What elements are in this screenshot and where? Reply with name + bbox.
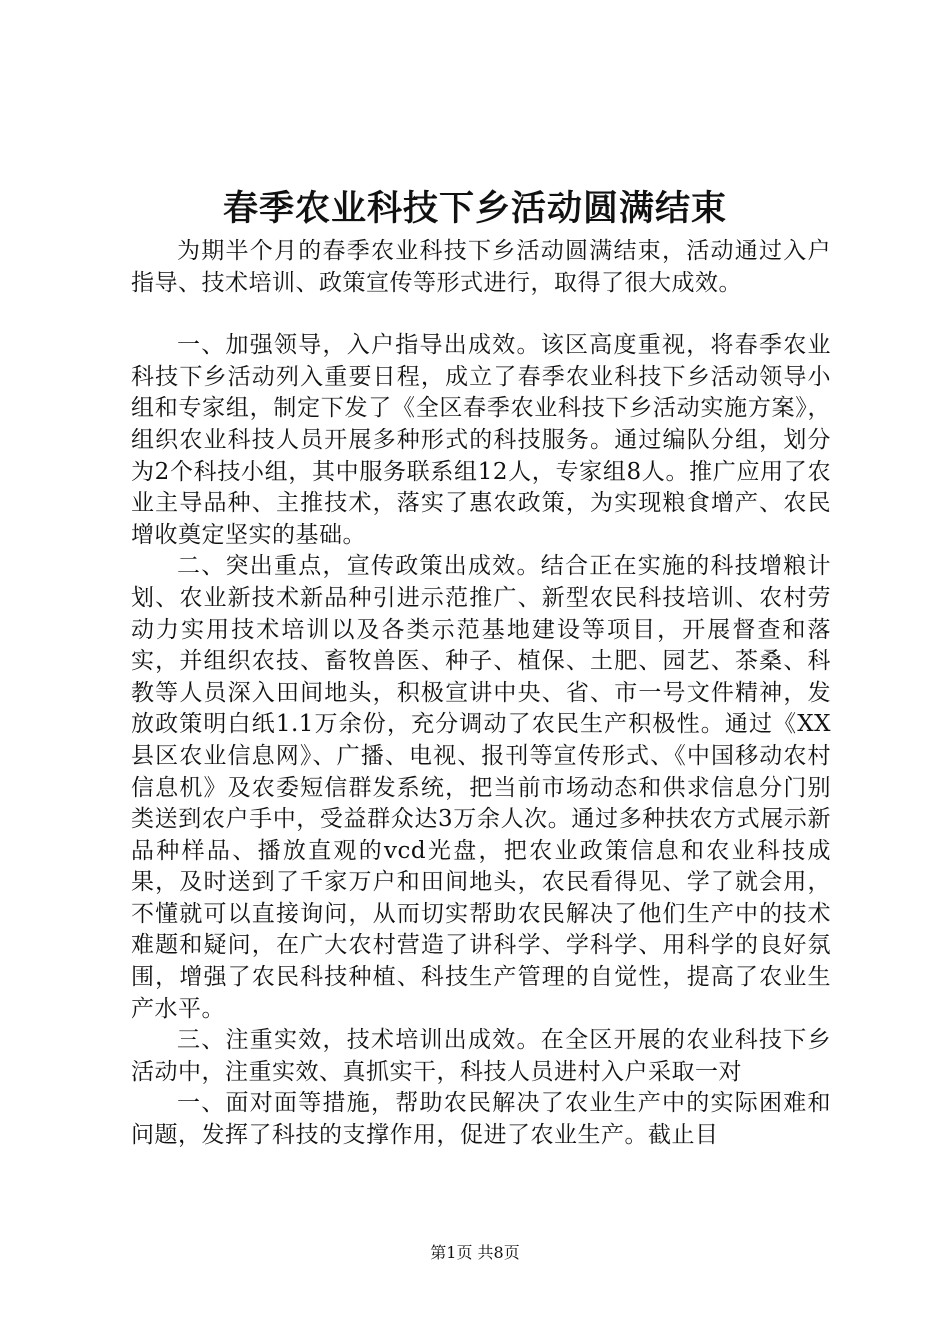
intro-paragraph: 为期半个月的春季农业科技下乡活动圆满结束，活动通过入户指导、技术培训、政策宣传等形式进行，取得了很大成效。: [131, 238, 831, 296]
section-2-paragraph: 二、突出重点，宣传政策出成效。结合正在实施的科技增粮计划、农业新技术新品种引进示范推广、新型农民科技培训、农村劳动力实用技术培训以及各类示范基地建设等项目，开展督查和落实，并组织农技、畜牧兽医、种子、植保、土肥、园艺、茶桑、科教等人员深入田间地头，积极宣讲中央、省、市一号文件精神，发放政策明白纸1.1万余份，充分调动了农民生产积极性。通过《XX县区农业信息网》、广播、电视、报刊等宣传形式、《中国移动农村信息机》及农委短信群发系统，把当前市场动态和供求信息分门别类送到农户手中，受益群众达3万余人次。通过多种扶农方式展示新品种样品、播放直观的vcd光盘，把农业政策信息和农业科技成果，及时送到了千家万户和田间地头，农民看得见、学了就会用，不懂就可以直接询问，从而切实帮助农民解决了他们生产中的技术难题和疑问，在广大农村营造了讲科学、学科学、用科学的良好氛围，增强了农民科技种植、科技生产管理的自觉性，提高了农业生产水平。: [131, 553, 831, 1022]
section-3-paragraph: 三、注重实效，技术培训出成效。在全区开展的农业科技下乡活动中，注重实效、真抓实干，科技人员进村入户采取一对: [131, 1027, 831, 1085]
section-1-paragraph: 一、加强领导，入户指导出成效。该区高度重视，将春季农业科技下乡活动列入重要日程，成立了春季农业科技下乡活动领导小组和专家组，制定下发了《全区春季农业科技下乡活动实施方案》，组织农业科技人员开展多种形式的科技服务。通过编队分组，划分为2个科技小组，其中服务联系组12人，专家组8人。推广应用了农业主导品种、主推技术，落实了惠农政策，为实现粮食增产、农民增收奠定坚实的基础。: [131, 332, 831, 548]
page-footer: 第1页 共8页: [430, 1243, 520, 1262]
continuation-paragraph: 一、面对面等措施，帮助农民解决了农业生产中的实际困难和问题，发挥了科技的支撑作用，促进了农业生产。截止目: [131, 1090, 831, 1149]
document-title: 春季农业科技下乡活动圆满结束: [222, 188, 727, 229]
document-body: [131, 236, 831, 1152]
